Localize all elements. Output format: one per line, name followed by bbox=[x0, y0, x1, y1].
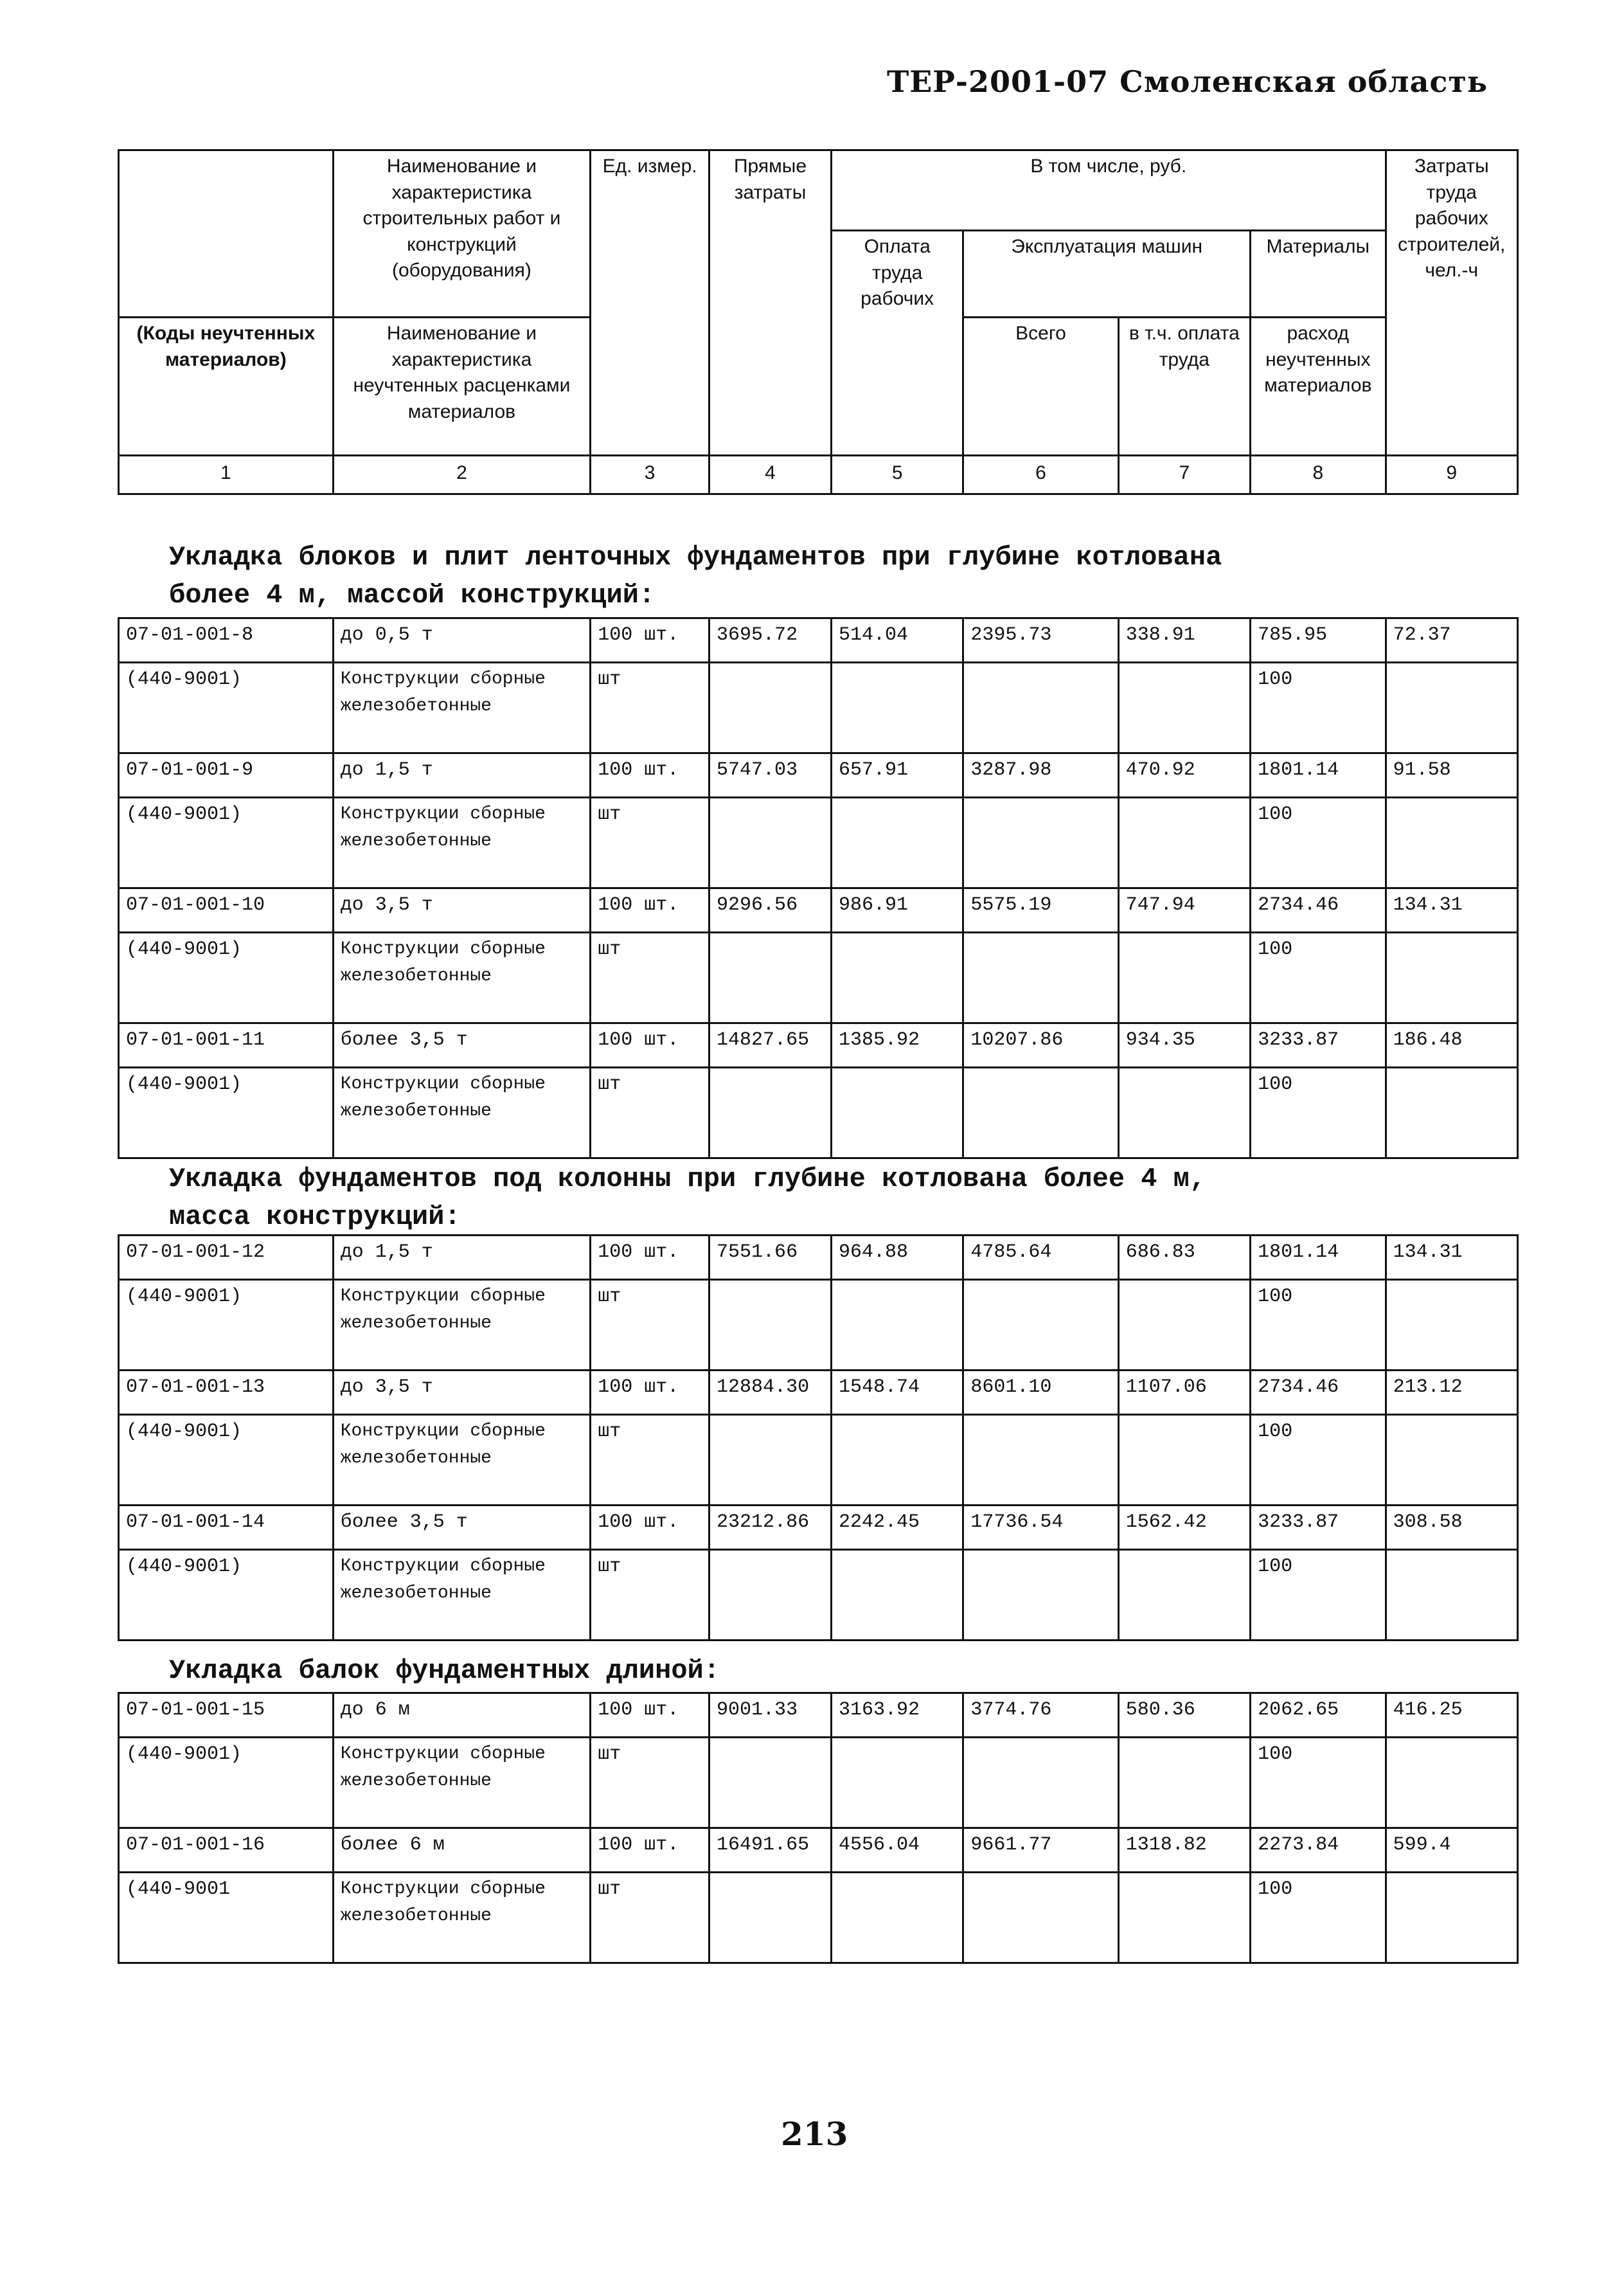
cell-mach: 17736.54 bbox=[963, 1506, 1118, 1550]
material-row bbox=[119, 1738, 1518, 1828]
cell-mach: 4785.64 bbox=[963, 1236, 1118, 1280]
cell-name: Конструкции сборные железобетонные bbox=[333, 1280, 590, 1371]
material-row bbox=[119, 663, 1518, 753]
cell-labor bbox=[832, 1415, 963, 1506]
section-table bbox=[118, 1234, 1519, 1641]
cell-labor: 964.88 bbox=[832, 1236, 963, 1280]
cell-labor bbox=[832, 933, 963, 1023]
cell-direct bbox=[709, 1738, 832, 1828]
cell-direct: 3695.72 bbox=[709, 618, 832, 663]
cell-hours bbox=[1386, 1738, 1517, 1828]
cell-unit: 100 шт. bbox=[591, 753, 709, 798]
cell-hours bbox=[1386, 933, 1517, 1023]
material-row bbox=[119, 1280, 1518, 1371]
cell-hours bbox=[1386, 1068, 1517, 1158]
cell-mach-labor: 686.83 bbox=[1118, 1236, 1250, 1280]
table-row bbox=[119, 1236, 1518, 1280]
cell-hours bbox=[1386, 798, 1517, 888]
cell-unit: 100 шт. bbox=[591, 1023, 709, 1068]
cell-direct bbox=[709, 1280, 832, 1371]
header-num: 3 bbox=[591, 456, 709, 494]
cell-mach bbox=[963, 663, 1118, 753]
cell-unit: 100 шт. bbox=[591, 1506, 709, 1550]
cell-labor: 514.04 bbox=[832, 618, 963, 663]
cell-hours: 599.4 bbox=[1386, 1828, 1517, 1873]
header-num: 5 bbox=[831, 456, 963, 494]
cell-mach-labor bbox=[1118, 1415, 1250, 1506]
cell-mat: 100 bbox=[1251, 663, 1386, 753]
cell-name: Конструкции сборные железобетонные bbox=[333, 1415, 590, 1506]
cell-mach-labor: 338.91 bbox=[1118, 618, 1250, 663]
cell-unit: шт bbox=[591, 1550, 709, 1641]
cell-code: (440-9001) bbox=[119, 663, 334, 753]
material-row bbox=[119, 1415, 1518, 1506]
cell-hours: 134.31 bbox=[1386, 888, 1517, 933]
section-title bbox=[169, 1160, 1206, 1236]
cell-mach bbox=[963, 1280, 1118, 1371]
header-machines-labor: в т.ч. оплата труда bbox=[1118, 318, 1250, 456]
cell-mach: 9661.77 bbox=[963, 1828, 1118, 1873]
cell-direct: 16491.65 bbox=[709, 1828, 832, 1873]
cell-mat: 100 bbox=[1251, 1415, 1386, 1506]
cell-mach bbox=[963, 1550, 1118, 1641]
cell-mach-labor bbox=[1118, 1550, 1250, 1641]
cell-direct bbox=[709, 663, 832, 753]
cell-mat: 2273.84 bbox=[1251, 1828, 1386, 1873]
cell-mach-labor: 580.36 bbox=[1118, 1693, 1250, 1738]
cell-mat: 785.95 bbox=[1251, 618, 1386, 663]
cell-direct bbox=[709, 933, 832, 1023]
cell-name: Конструкции сборные железобетонные bbox=[333, 1068, 590, 1158]
cell-mach-labor bbox=[1118, 1873, 1250, 1963]
header-table bbox=[118, 149, 1519, 495]
cell-direct: 5747.03 bbox=[709, 753, 832, 798]
cell-labor bbox=[832, 663, 963, 753]
header-materials-bottom: расход неучтенных материалов bbox=[1251, 318, 1386, 456]
cell-hours: 213.12 bbox=[1386, 1371, 1517, 1415]
cell-mat: 2062.65 bbox=[1251, 1693, 1386, 1738]
header-incl: В том числе, руб. bbox=[831, 150, 1386, 231]
header-labor-pay: Оплата труда рабочих bbox=[831, 231, 963, 456]
table-row bbox=[119, 1506, 1518, 1550]
cell-mat: 100 bbox=[1251, 798, 1386, 888]
cell-mach-labor bbox=[1118, 933, 1250, 1023]
header-machines: Эксплуатация машин bbox=[963, 231, 1251, 318]
cell-labor: 657.91 bbox=[832, 753, 963, 798]
cell-hours bbox=[1386, 663, 1517, 753]
cell-mach bbox=[963, 1068, 1118, 1158]
section-title-line1: Укладка фундаментов под колонны при глубине котлована более 4 м, bbox=[169, 1164, 1206, 1194]
cell-mat: 100 bbox=[1251, 1280, 1386, 1371]
header-col3: Ед. измер. bbox=[591, 150, 709, 456]
cell-labor bbox=[832, 1068, 963, 1158]
header-num: 8 bbox=[1251, 456, 1386, 494]
cell-unit: 100 шт. bbox=[591, 618, 709, 663]
section-title-line2: более 4 м, массой конструкций: bbox=[169, 579, 656, 611]
cell-unit: шт bbox=[591, 798, 709, 888]
header-col2-top: Наименование и характеристика строительных работ и конструкций (оборудования) bbox=[333, 150, 590, 318]
cell-mach-labor bbox=[1118, 663, 1250, 753]
cell-direct bbox=[709, 1873, 832, 1963]
cell-unit: 100 шт. bbox=[591, 1371, 709, 1415]
cell-code: 07-01-001-9 bbox=[119, 753, 334, 798]
cell-unit: 100 шт. bbox=[591, 888, 709, 933]
cell-mach-labor: 1107.06 bbox=[1118, 1371, 1250, 1415]
cell-unit: шт bbox=[591, 1280, 709, 1371]
cell-name: до 1,5 т bbox=[333, 753, 590, 798]
cell-mat: 2734.46 bbox=[1251, 1371, 1386, 1415]
material-row bbox=[119, 798, 1518, 888]
cell-code: 07-01-001-14 bbox=[119, 1506, 334, 1550]
cell-code: (440-9001) bbox=[119, 933, 334, 1023]
cell-mach-labor: 470.92 bbox=[1118, 753, 1250, 798]
cell-mat: 1801.14 bbox=[1251, 1236, 1386, 1280]
cell-unit: шт bbox=[591, 933, 709, 1023]
cell-direct: 7551.66 bbox=[709, 1236, 832, 1280]
cell-mat: 100 bbox=[1251, 1068, 1386, 1158]
cell-mat: 100 bbox=[1251, 1550, 1386, 1641]
cell-hours: 91.58 bbox=[1386, 753, 1517, 798]
material-row bbox=[119, 1873, 1518, 1963]
cell-mat: 100 bbox=[1251, 1873, 1386, 1963]
cell-labor bbox=[832, 798, 963, 888]
cell-direct bbox=[709, 798, 832, 888]
cell-unit: шт bbox=[591, 1415, 709, 1506]
cell-mach-labor bbox=[1118, 1280, 1250, 1371]
cell-unit: 100 шт. bbox=[591, 1828, 709, 1873]
cell-name: более 3,5 т bbox=[333, 1023, 590, 1068]
header-num: 1 bbox=[119, 456, 334, 494]
cell-mach-labor: 747.94 bbox=[1118, 888, 1250, 933]
cell-direct bbox=[709, 1550, 832, 1641]
cell-hours: 72.37 bbox=[1386, 618, 1517, 663]
cell-mat: 2734.46 bbox=[1251, 888, 1386, 933]
cell-hours bbox=[1386, 1415, 1517, 1506]
header-col4: Прямые затраты bbox=[709, 150, 832, 456]
cell-code: (440-9001) bbox=[119, 1280, 334, 1371]
cell-unit: шт bbox=[591, 1068, 709, 1158]
cell-name: Конструкции сборные железобетонные bbox=[333, 798, 590, 888]
cell-mach-labor bbox=[1118, 798, 1250, 888]
cell-code: (440-9001) bbox=[119, 1550, 334, 1641]
cell-name: Конструкции сборные железобетонные bbox=[333, 1738, 590, 1828]
cell-direct bbox=[709, 1068, 832, 1158]
cell-labor: 3163.92 bbox=[832, 1693, 963, 1738]
section-title bbox=[169, 1652, 720, 1690]
cell-mach: 10207.86 bbox=[963, 1023, 1118, 1068]
cell-code: 07-01-001-16 bbox=[119, 1828, 334, 1873]
cell-code: 07-01-001-12 bbox=[119, 1236, 334, 1280]
cell-labor: 2242.45 bbox=[832, 1506, 963, 1550]
table-row bbox=[119, 753, 1518, 798]
cell-name: до 0,5 т bbox=[333, 618, 590, 663]
section-title-line1: Укладка блоков и плит ленточных фундаментов при глубине котлована bbox=[169, 542, 1222, 573]
material-row bbox=[119, 1068, 1518, 1158]
cell-name: Конструкции сборные железобетонные bbox=[333, 1550, 590, 1641]
cell-code: 07-01-001-11 bbox=[119, 1023, 334, 1068]
cell-mach bbox=[963, 1738, 1118, 1828]
section-table bbox=[118, 617, 1519, 1159]
cell-code: (440-9001) bbox=[119, 1415, 334, 1506]
cell-code: 07-01-001-8 bbox=[119, 618, 334, 663]
cell-code: (440-9001) bbox=[119, 1068, 334, 1158]
header-col1-top bbox=[119, 150, 334, 318]
header-machines-total: Всего bbox=[963, 318, 1118, 456]
cell-name: Конструкции сборные железобетонные bbox=[333, 663, 590, 753]
cell-labor: 1385.92 bbox=[832, 1023, 963, 1068]
section-title-line2: масса конструкций: bbox=[169, 1201, 461, 1232]
table-row bbox=[119, 1828, 1518, 1873]
cell-mat: 100 bbox=[1251, 933, 1386, 1023]
table-row bbox=[119, 1023, 1518, 1068]
cell-name: Конструкции сборные железобетонные bbox=[333, 933, 590, 1023]
header-num: 7 bbox=[1118, 456, 1250, 494]
cell-code: 07-01-001-13 bbox=[119, 1371, 334, 1415]
header-num: 6 bbox=[963, 456, 1118, 494]
table-row bbox=[119, 1693, 1518, 1738]
cell-direct: 12884.30 bbox=[709, 1371, 832, 1415]
cell-unit: 100 шт. bbox=[591, 1693, 709, 1738]
header-materials-top: Материалы bbox=[1251, 231, 1386, 318]
cell-unit: шт bbox=[591, 1738, 709, 1828]
cell-hours: 134.31 bbox=[1386, 1236, 1517, 1280]
cell-labor bbox=[832, 1550, 963, 1641]
cell-name: более 6 м bbox=[333, 1828, 590, 1873]
header-col2-bottom: Наименование и характеристика неучтенных расценками материалов bbox=[333, 318, 590, 456]
cell-code: (440-9001 bbox=[119, 1873, 334, 1963]
cell-mach: 5575.19 bbox=[963, 888, 1118, 933]
cell-hours: 416.25 bbox=[1386, 1693, 1517, 1738]
cell-name: до 3,5 т bbox=[333, 1371, 590, 1415]
cell-mat: 3233.87 bbox=[1251, 1023, 1386, 1068]
cell-hours: 308.58 bbox=[1386, 1506, 1517, 1550]
section-title bbox=[169, 539, 1222, 615]
cell-hours: 186.48 bbox=[1386, 1023, 1517, 1068]
cell-labor: 986.91 bbox=[832, 888, 963, 933]
cell-mach-labor: 1562.42 bbox=[1118, 1506, 1250, 1550]
cell-mach-labor bbox=[1118, 1068, 1250, 1158]
cell-name: Конструкции сборные железобетонные bbox=[333, 1873, 590, 1963]
cell-labor bbox=[832, 1738, 963, 1828]
header-num: 9 bbox=[1386, 456, 1517, 494]
cell-name: до 3,5 т bbox=[333, 888, 590, 933]
cell-unit: шт bbox=[591, 663, 709, 753]
table-row bbox=[119, 1371, 1518, 1415]
cell-direct: 14827.65 bbox=[709, 1023, 832, 1068]
header-labor-cost: Затраты труда рабочих строителей, чел.-ч bbox=[1386, 150, 1517, 456]
cell-mach: 3774.76 bbox=[963, 1693, 1118, 1738]
cell-labor: 4556.04 bbox=[832, 1828, 963, 1873]
cell-mat: 1801.14 bbox=[1251, 753, 1386, 798]
cell-unit: шт bbox=[591, 1873, 709, 1963]
section-table bbox=[118, 1692, 1519, 1964]
cell-unit: 100 шт. bbox=[591, 1236, 709, 1280]
cell-hours bbox=[1386, 1280, 1517, 1371]
material-row bbox=[119, 1550, 1518, 1641]
cell-mat: 3233.87 bbox=[1251, 1506, 1386, 1550]
table-row bbox=[119, 618, 1518, 663]
cell-hours bbox=[1386, 1873, 1517, 1963]
cell-labor: 1548.74 bbox=[832, 1371, 963, 1415]
header-num: 4 bbox=[709, 456, 832, 494]
header-num: 2 bbox=[333, 456, 590, 494]
cell-direct bbox=[709, 1415, 832, 1506]
cell-hours bbox=[1386, 1550, 1517, 1641]
section-title-line1: Укладка балок фундаментных длиной: bbox=[169, 1655, 720, 1686]
page-header: ТЕР-2001-07 Смоленская область bbox=[887, 64, 1488, 99]
cell-direct: 9001.33 bbox=[709, 1693, 832, 1738]
cell-name: до 1,5 т bbox=[333, 1236, 590, 1280]
cell-direct: 9296.56 bbox=[709, 888, 832, 933]
cell-code: 07-01-001-10 bbox=[119, 888, 334, 933]
cell-code: 07-01-001-15 bbox=[119, 1693, 334, 1738]
cell-labor bbox=[832, 1873, 963, 1963]
cell-mach-labor: 1318.82 bbox=[1118, 1828, 1250, 1873]
cell-mach: 8601.10 bbox=[963, 1371, 1118, 1415]
cell-mach bbox=[963, 798, 1118, 888]
cell-name: до 6 м bbox=[333, 1693, 590, 1738]
cell-mach bbox=[963, 1415, 1118, 1506]
cell-code: (440-9001) bbox=[119, 798, 334, 888]
cell-direct: 23212.86 bbox=[709, 1506, 832, 1550]
cell-mach: 2395.73 bbox=[963, 618, 1118, 663]
cell-labor bbox=[832, 1280, 963, 1371]
cell-mach-labor bbox=[1118, 1738, 1250, 1828]
table-row bbox=[119, 888, 1518, 933]
cell-code: (440-9001) bbox=[119, 1738, 334, 1828]
cell-mach bbox=[963, 933, 1118, 1023]
material-row bbox=[119, 933, 1518, 1023]
cell-mach bbox=[963, 1873, 1118, 1963]
cell-mat: 100 bbox=[1251, 1738, 1386, 1828]
cell-mach: 3287.98 bbox=[963, 753, 1118, 798]
cell-mach-labor: 934.35 bbox=[1118, 1023, 1250, 1068]
header-col1-bottom: (Коды неучтенных материалов) bbox=[119, 318, 334, 456]
cell-name: более 3,5 т bbox=[333, 1506, 590, 1550]
page-number: 213 bbox=[781, 2115, 848, 2153]
